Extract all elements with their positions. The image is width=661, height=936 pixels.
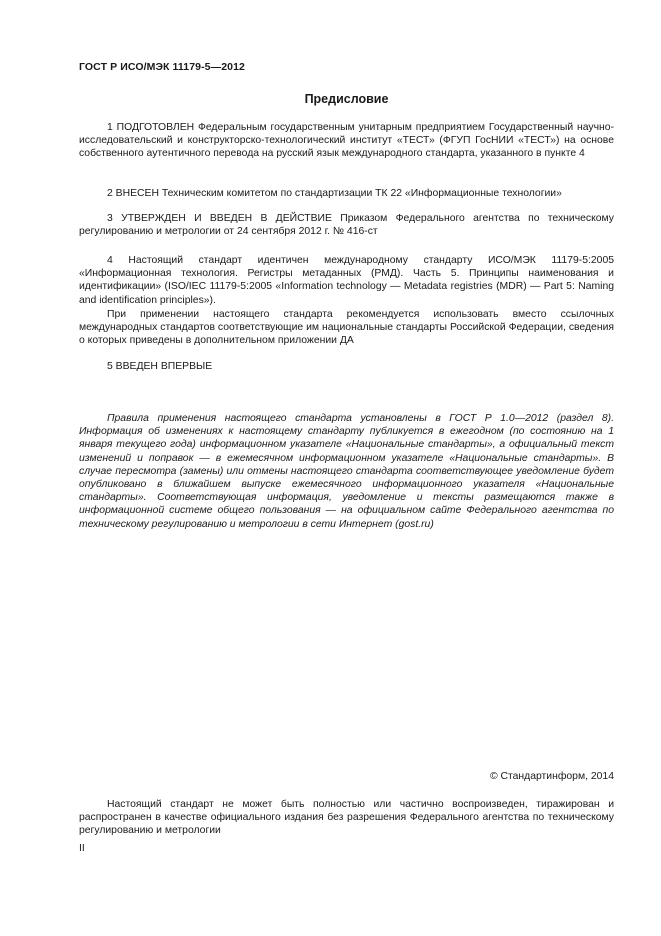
- paragraph-4-identical: 4 Настоящий стандарт идентичен международному стандарту ИСО/МЭК 11179-5:2005 «Информационная технология. Регистры метаданных (РМД). Часть 5. Принципы наименования и идентификации» (ISO/IEC 11179-5:2005 «Information technology — Metadata registries (MDR) — Part 5: Naming and identification principles»).: [79, 255, 614, 306]
- page-number: II: [79, 843, 85, 854]
- copyright-line: © Стандартинформ, 2014: [489, 771, 614, 782]
- paragraph-3-approved: 3 УТВЕРЖДЕН И ВВЕДЕН В ДЕЙСТВИЕ Приказом Федерального агентства по техническому регулированию и метрологии от 24 сентября 2012 г. № 416-ст: [79, 213, 614, 238]
- reproduction-notice: Настоящий стандарт не может быть полностью или частично воспроизведен, тиражирован и распространен в качестве официального издания без разрешения Федерального агентства по техническому регулированию и метрологии: [79, 799, 614, 837]
- paragraph-5-first-introduced: 5 ВВЕДЕН ВПЕРВЫЕ: [107, 361, 213, 372]
- page-title: Предисловие: [304, 92, 389, 106]
- paragraph-4-application-note: При применении настоящего стандарта рекомендуется использовать вместо ссылочных международных стандартов соответствующие им национальные стандарты Российской Федерации, сведения о которых приведены в дополнительном приложении ДА: [79, 309, 614, 347]
- rules-of-application-notice: Правила применения настоящего стандарта установлены в ГОСТ Р 1.0—2012 (раздел 8). Информация об изменениях к настоящему стандарту публикуется в ежегодном (по состоянию на 1 января текущего года) информационном указателе «Национальные стандарты», а официальный текст изменений и поправок — в ежемесячном информационном указателе «Национальные стандарты». В случае пересмотра (замены) или отмены настоящего стандарта соответствующее уведомление будет опубликовано в ближайшем выпуске ежемесячного информационного указателя «Национальные стандарты». Соответствующая информация, уведомление и тексты размещаются также в информационной системе общего пользования — на официальном сайте Федерального агентства по техническому регулированию и метрологии в сети Интернет (gost.ru): [79, 413, 614, 530]
- standard-code-header: ГОСТ Р ИСО/МЭК 11179-5—2012: [79, 61, 245, 73]
- paragraph-1-prepared: 1 ПОДГОТОВЛЕН Федеральным государственным унитарным предприятием Государственный научно-исследовательский и конструкторско-технологический институт «ТЕСТ» (ФГУП ГосНИИ «ТЕСТ») на основе собственного аутентичного перевода на русский язык международного стандарта, указанного в пункте 4: [79, 122, 614, 160]
- paragraph-2-submitted: 2 ВНЕСЕН Техническим комитетом по стандартизации ТК 22 «Информационные технологии»: [107, 188, 562, 199]
